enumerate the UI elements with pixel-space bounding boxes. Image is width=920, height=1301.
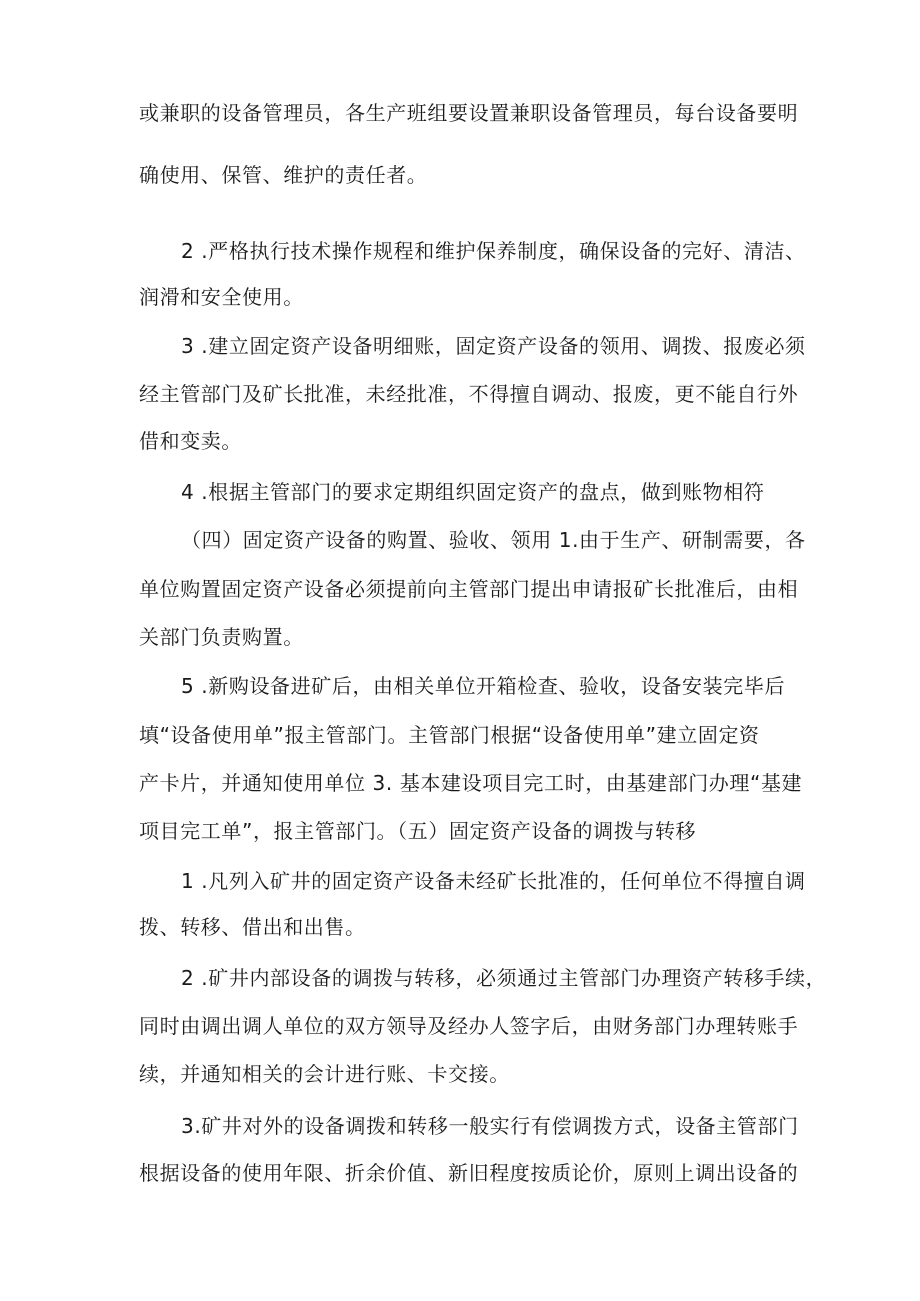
text-line: 3 .建立固定资产设备明细账，固定资产设备的领用、调拨、报废必须: [181, 334, 806, 358]
text-line: 或兼职的设备管理员，各生产班组要设置兼职设备管理员，每台设备要明: [139, 101, 799, 125]
text-line: 填“设备使用单”报主管部门。主管部门根据“设备使用单”建立固定资: [139, 723, 760, 747]
text-line: 5 .新购设备进矿后，由相关单位开箱检查、验收，设备安装完毕后: [181, 674, 786, 698]
text-line: 产卡片，并通知使用单位 3. 基本建设项目完工时，由基建部门办理“基建: [139, 771, 803, 795]
text-line: 单位购置固定资产设备必须提前向主管部门提出申请报矿长批准后，由相: [139, 577, 799, 601]
text-line: 同时由调出调人单位的双方领导及经办人签字后，由财务部门办理转账手: [139, 1014, 799, 1038]
text-line: 4 .根据主管部门的要求定期组织固定资产的盘点，做到账物相符: [181, 480, 765, 504]
text-line: 续，并通知相关的会计进行账、卡交接。: [139, 1062, 510, 1086]
text-line: 借和变卖。: [139, 429, 242, 453]
text-line: 经主管部门及矿长批准，未经批准，不得擅自调动、报废，更不能自行外: [139, 382, 799, 406]
text-line: 3.矿井对外的设备调拨和转移一般实行有偿调拨方式，设备主管部门: [181, 1114, 799, 1138]
text-line: 2 .严格执行技术操作规程和维护保养制度，确保设备的完好、清洁、: [181, 239, 806, 263]
text-line: 确使用、保管、维护的责任者。: [139, 163, 428, 187]
text-line: 2 .矿井内部设备的调拨与转移，必须通过主管部门办理资产转移手续，: [181, 966, 827, 990]
text-line: 关部门负责购置。: [139, 625, 304, 649]
text-line: 1 .凡列入矿井的固定资产设备未经矿长批准的，任何单位不得擅自调: [181, 869, 806, 893]
text-line: 润滑和安全使用。: [139, 285, 304, 309]
text-line: 根据设备的使用年限、折余价值、新旧程度按质论价，原则上调出设备的: [139, 1161, 799, 1185]
text-line: （四）固定资产设备的购置、验收、领用 1.由于生产、研制需要，各: [181, 528, 806, 552]
text-line: 项目完工单”，报主管部门。（五）固定资产设备的调拨与转移: [139, 819, 697, 843]
text-line: 拨、转移、借出和出售。: [139, 915, 366, 939]
